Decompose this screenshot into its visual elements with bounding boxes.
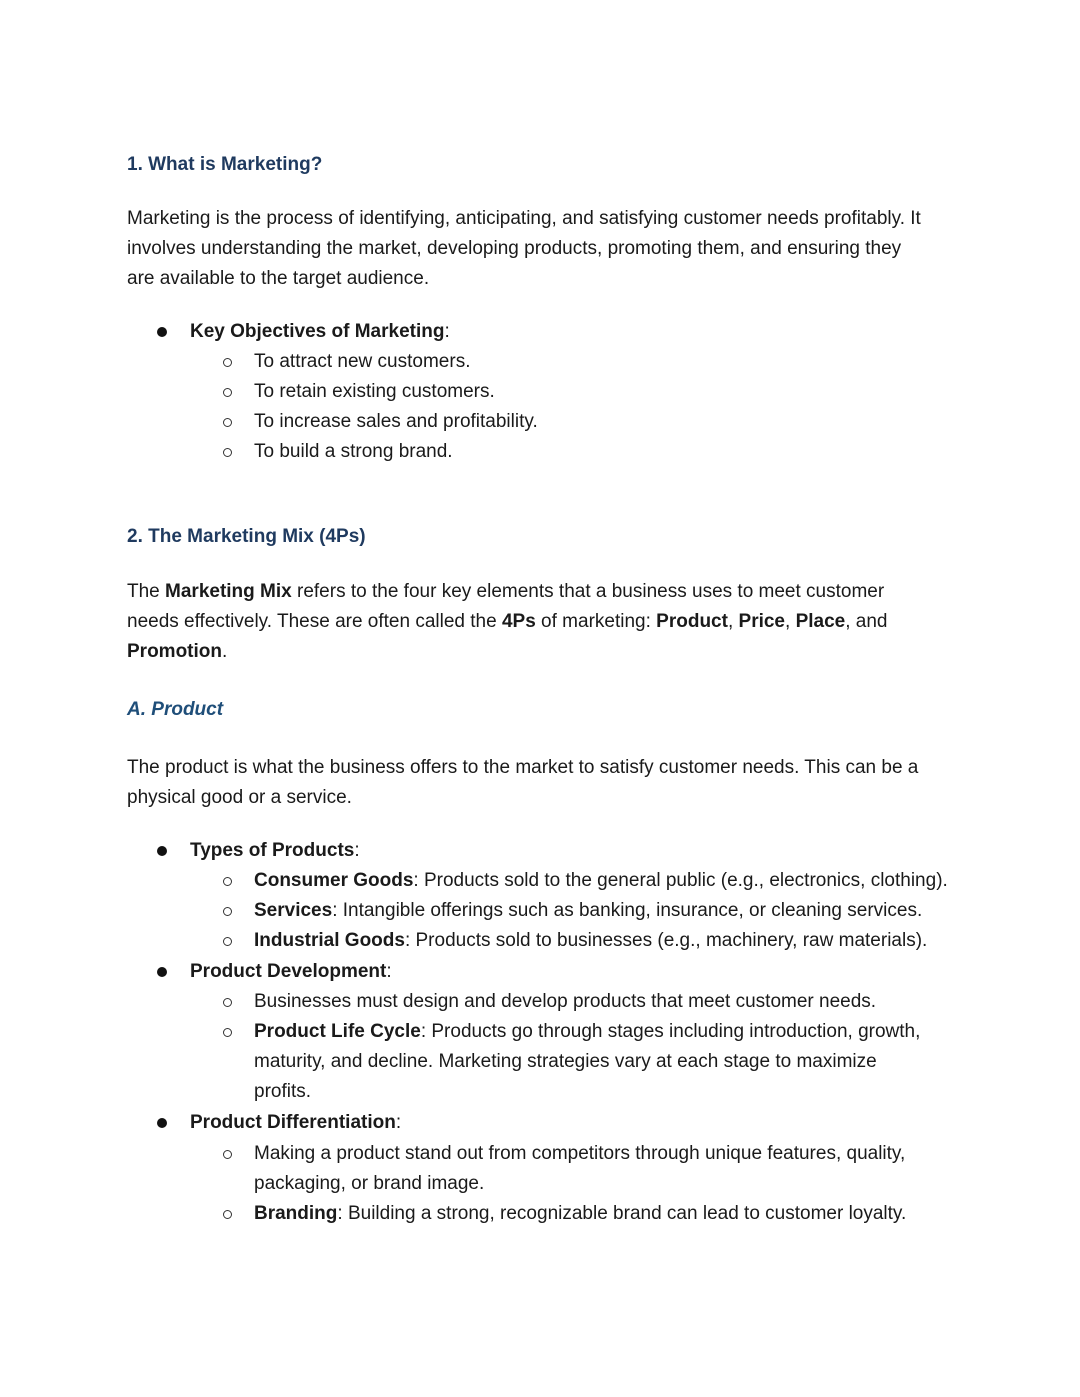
sub-list-item-text: : Building a strong, recognizable brand can lead to customer loyalty. [337, 1203, 907, 1224]
paragraph-line: are available to the target audience. [127, 268, 430, 289]
paragraph-line: The product is what the business offers to the market to satisfy customer needs. This can be a [127, 757, 919, 778]
sub-list-item-text: : Products sold to businesses (e.g., machinery, raw materials). [404, 930, 928, 951]
bold-term: Product Life Cycle [254, 1021, 421, 1042]
bold-term: Services [254, 900, 333, 921]
bullet-icon [157, 1118, 167, 1128]
text-run: refers to the four key elements that a business uses to meet customer [291, 581, 885, 602]
bold-term: Promotion [127, 641, 222, 662]
paragraph-line: Marketing is the process of identifying, anticipating, and satisfying customer needs profitably. It [127, 208, 921, 229]
sub-list-item-text: Businesses must design and develop products that meet customer needs. [254, 991, 877, 1012]
list-item-label: Product Development [190, 961, 387, 982]
circle-bullet-icon [223, 998, 232, 1007]
circle-bullet-icon [223, 1210, 232, 1219]
section-heading-what-is-marketing: 1. What is Marketing? [127, 154, 323, 175]
list-item-label: Types of Products [190, 840, 355, 861]
list-item-label: Product Differentiation [190, 1112, 396, 1133]
bullet-icon [157, 846, 167, 856]
bullet-icon [157, 327, 167, 337]
circle-bullet-icon [223, 1150, 232, 1159]
circle-bullet-icon [223, 937, 232, 946]
sub-list-item-text: maturity, and decline. Marketing strategies vary at each stage to maximize [254, 1051, 877, 1072]
text-run: , and [845, 611, 888, 632]
paragraph-line [127, 577, 884, 607]
bold-term: Place [795, 611, 846, 632]
sub-list-item-text: To retain existing customers. [254, 381, 495, 402]
bold-term: 4Ps [501, 611, 536, 632]
bullet-icon [157, 967, 167, 977]
sub-list-item-text: To attract new customers. [254, 351, 471, 372]
sub-list-item-text: : Intangible offerings such as banking, insurance, or cleaning services. [332, 900, 923, 921]
circle-bullet-icon [223, 448, 232, 457]
sub-list-item-text: To increase sales and profitability. [254, 411, 538, 432]
sub-list-item-text: To build a strong brand. [254, 441, 453, 462]
paragraph-line: physical good or a service. [127, 787, 352, 808]
text-run: needs effectively. These are often called the [127, 611, 502, 632]
sub-list-item-text: Making a product stand out from competitors through unique features, quality, [254, 1143, 906, 1164]
sub-list-item-text: profits. [254, 1081, 312, 1102]
subsection-heading-product: A. Product [127, 699, 224, 720]
text-run: The [127, 581, 166, 602]
circle-bullet-icon [223, 388, 232, 397]
circle-bullet-icon [223, 907, 232, 916]
bold-term: Industrial Goods [254, 930, 405, 951]
sub-list-item-text: : Products sold to the general public (e.g., electronics, clothing). [413, 870, 948, 891]
bold-term: Price [738, 611, 785, 632]
sub-list-item-text: : Products go through stages including introduction, growth, [420, 1021, 921, 1042]
section-heading-marketing-mix: 2. The Marketing Mix (4Ps) [127, 526, 366, 547]
circle-bullet-icon [223, 358, 232, 367]
circle-bullet-icon [223, 877, 232, 886]
circle-bullet-icon [223, 1028, 232, 1037]
paragraph-line [127, 607, 887, 637]
bold-term: Branding [254, 1203, 338, 1224]
text-run: of marketing: [535, 611, 657, 632]
bold-term: Product [656, 611, 728, 632]
bold-term: Marketing Mix [165, 581, 292, 602]
list-item-label: Key Objectives of Marketing [190, 321, 445, 342]
sub-list-item-text: packaging, or brand image. [254, 1173, 485, 1194]
paragraph-line [127, 637, 227, 667]
text-run: , [785, 611, 796, 632]
bold-term: Consumer Goods [254, 870, 414, 891]
paragraph-line: involves understanding the market, developing products, promoting them, and ensuring they [127, 238, 902, 259]
circle-bullet-icon [223, 418, 232, 427]
text-run: , [727, 611, 739, 632]
text-run: . [222, 641, 228, 662]
